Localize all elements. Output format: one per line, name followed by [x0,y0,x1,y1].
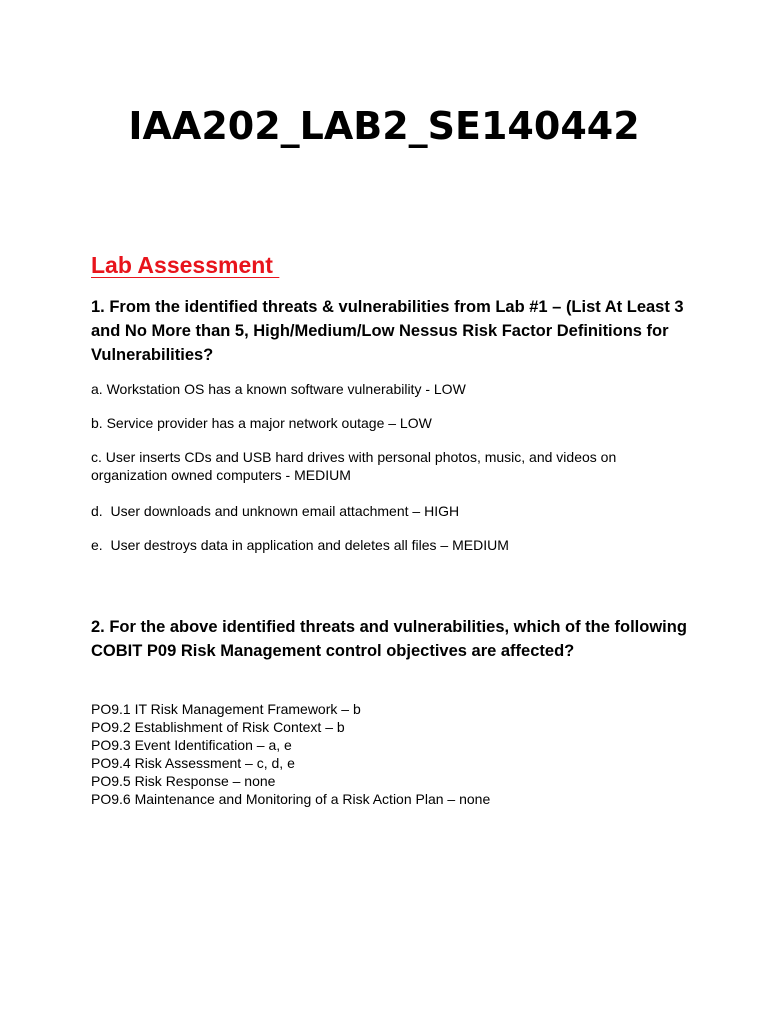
question-2: 2. For the above identified threats and vulnerabilities, which of the following COBIT P09 Risk Management control objectives are affected? [91,618,687,660]
objective-po9-5: PO9.5 Risk Response – none [91,773,276,789]
objective-po9-2: PO9.2 Establishment of Risk Context – b [91,719,345,735]
answer-d: d. User downloads and unknown email attachment – HIGH [91,503,460,519]
objective-po9-4: PO9.4 Risk Assessment – c, d, e [91,755,295,771]
objective-po9-6: PO9.6 Maintenance and Monitoring of a Risk Action Plan – none [91,791,491,807]
section-heading-lab-assessment: Lab Assessment [91,252,280,278]
question-1: 1. From the identified threats & vulnerabilities from Lab #1 – (List At Least 3 and No More than 5, High/Medium/Low Nessus Risk Factor Definitions for Vulnerabilities? [91,298,684,364]
objective-po9-1: PO9.1 IT Risk Management Framework – b [91,701,361,717]
answer-e: e. User destroys data in application and deletes all files – MEDIUM [91,537,509,553]
answer-c: c. User inserts CDs and USB hard drives with personal photos, music, and videos on organization owned computers - MEDIUM [91,449,621,483]
document-title: IAA202_LAB2_SE140442 [128,104,640,148]
answer-b: b. Service provider has a major network outage – LOW [91,415,432,431]
answer-a: a. Workstation OS has a known software vulnerability - LOW [91,381,466,397]
objective-po9-3: PO9.3 Event Identification – a, e [91,737,292,753]
control-objectives-list [91,700,691,808]
